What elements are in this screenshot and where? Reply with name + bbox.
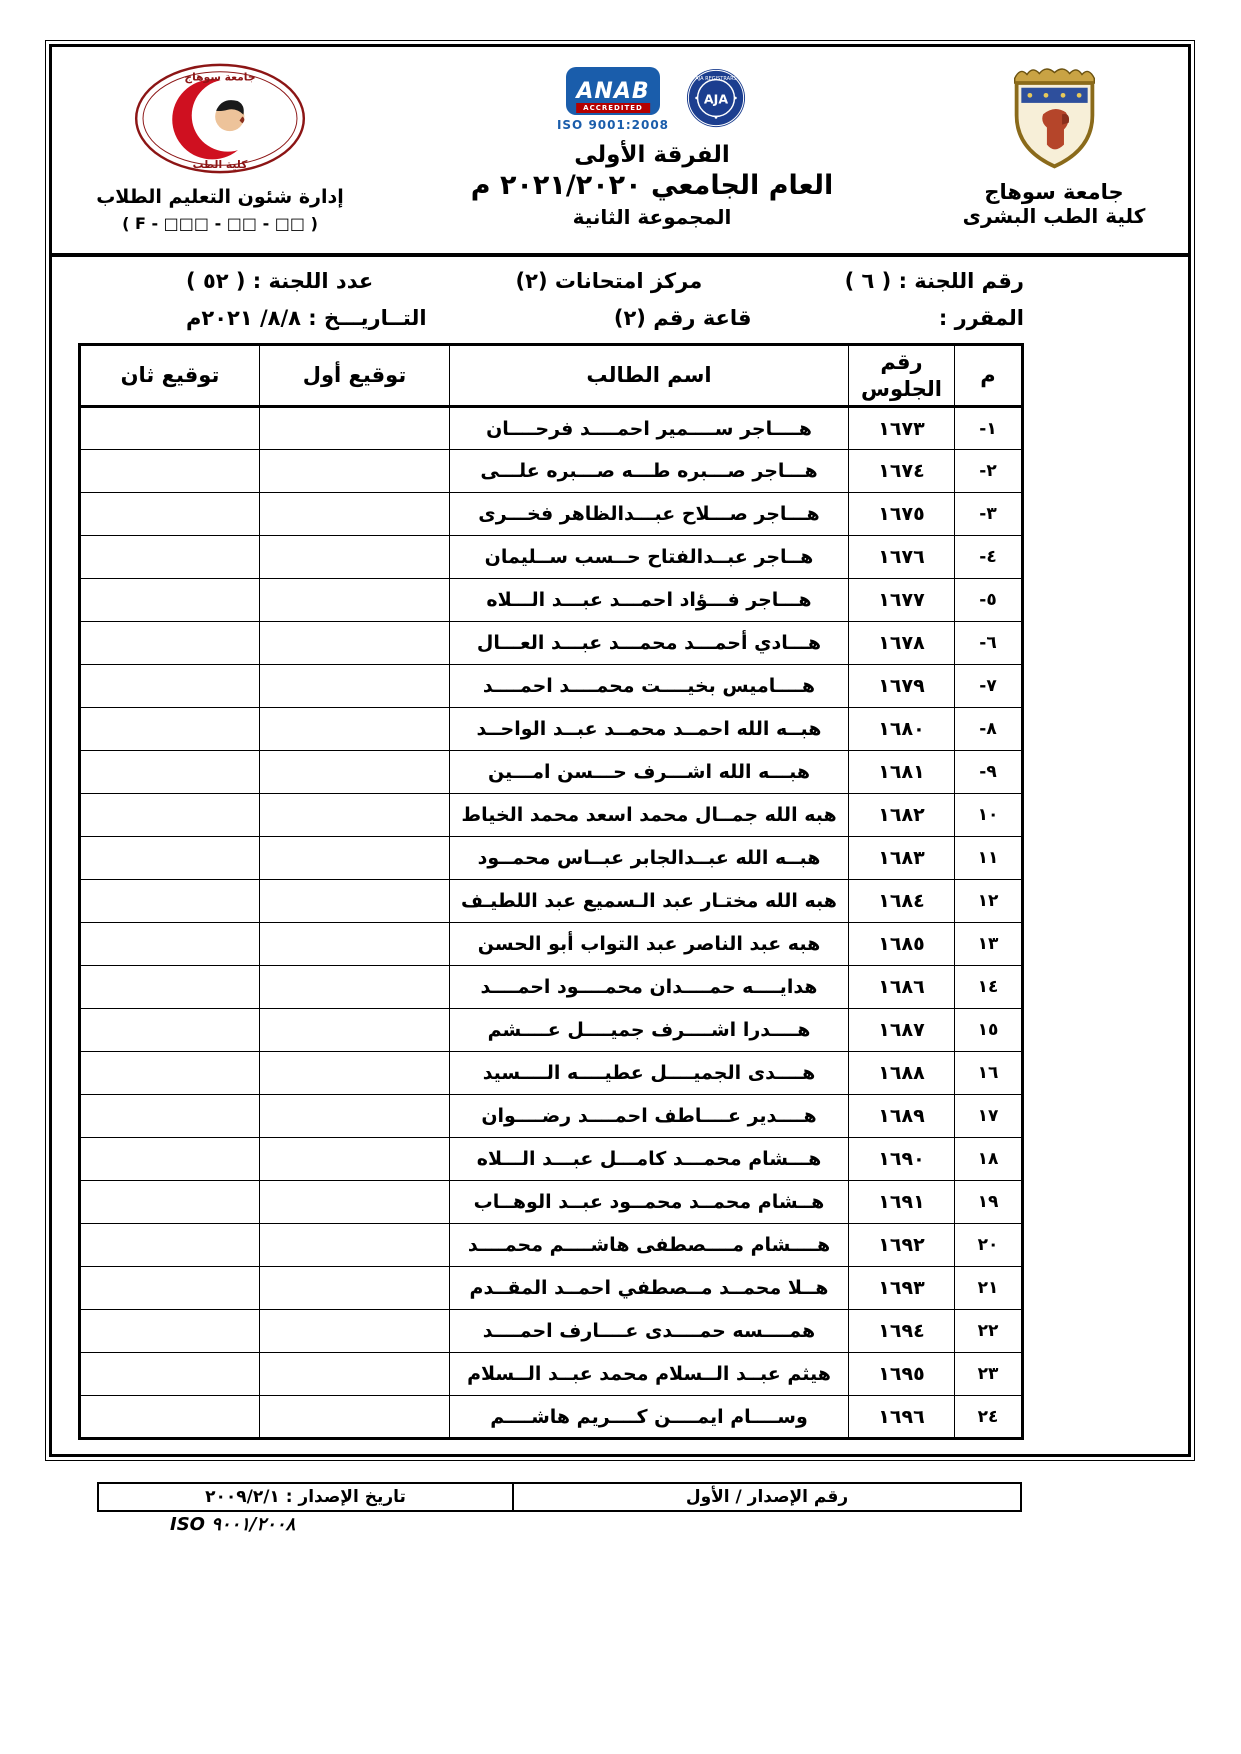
second-signature-cell	[80, 1267, 260, 1310]
second-signature-cell	[80, 450, 260, 493]
row-number-cell: ٩-	[955, 751, 1023, 794]
second-signature-cell	[80, 1138, 260, 1181]
first-signature-cell	[260, 1310, 450, 1353]
course-label: المقرر :	[938, 306, 1024, 330]
faculty-name: كلية الطب البشرى	[962, 204, 1146, 228]
student-row	[80, 794, 1023, 837]
certification-logos	[370, 67, 934, 132]
row-number-cell: ١٦	[955, 1052, 1023, 1095]
student-name-cell: هبه عبد الناصر عبد التواب أبو الحسن	[450, 923, 849, 966]
administration-name: إدارة شئون التعليم الطلاب	[96, 186, 344, 208]
student-row	[80, 665, 1023, 708]
first-signature-cell	[260, 1095, 450, 1138]
students-table-body	[80, 407, 1023, 1439]
university-header-block	[934, 61, 1174, 228]
student-name-cell: هبــه الله عبــدالجابر عبــاس محمــود	[450, 837, 849, 880]
exam-info-section	[81, 257, 1024, 330]
first-signature-cell	[260, 1353, 450, 1396]
student-name-cell: هــــاميس بخيــــت محمــــد احمــــد	[450, 665, 849, 708]
student-row	[80, 1353, 1023, 1396]
student-name-cell: هـــشام محمـــد كامـــل عبـــد الـــلاه	[450, 1138, 849, 1181]
seat-number-cell: ١٦٧٩	[849, 665, 955, 708]
student-row	[80, 880, 1023, 923]
col-header-student-name: اسم الطالب	[450, 345, 849, 407]
first-signature-cell	[260, 794, 450, 837]
student-name-cell: هيثم عبــد الــسلام محمد عبــد الــسلام	[450, 1353, 849, 1396]
second-signature-cell	[80, 1396, 260, 1439]
anab-label: ANAB	[576, 78, 650, 104]
second-signature-cell	[80, 966, 260, 1009]
issue-number-cell: رقم الإصدار / الأول	[512, 1482, 1022, 1512]
aja-label: AJA	[703, 91, 729, 107]
second-signature-cell	[80, 1095, 260, 1138]
second-signature-cell	[80, 622, 260, 665]
student-name-cell: هــشام محمــد محمــود عبــد الوهــاب	[450, 1181, 849, 1224]
student-row	[80, 1095, 1023, 1138]
student-name-cell: هبـــه الله اشـــرف حـــسن امـــين	[450, 751, 849, 794]
anab-accredited-ribbon: ACCREDITED	[576, 103, 650, 113]
first-signature-cell	[260, 1396, 450, 1439]
student-row	[80, 1052, 1023, 1095]
page-header	[52, 57, 1188, 253]
aja-ring-text: AJA REGISTRARS	[695, 76, 737, 83]
row-number-cell: ١٣	[955, 923, 1023, 966]
second-signature-cell	[80, 751, 260, 794]
first-signature-cell	[260, 923, 450, 966]
row-number-cell: ١-	[955, 407, 1023, 450]
student-row	[80, 1396, 1023, 1439]
exam-center: مركز امتحانات (٢)	[515, 269, 703, 293]
iso-certification-line: ISO ٩٠٠١/٢٠٠٨	[170, 1514, 296, 1535]
row-number-cell: ٤-	[955, 536, 1023, 579]
seat-number-cell: ١٦٧٧	[849, 579, 955, 622]
second-signature-cell	[80, 1009, 260, 1052]
seat-number-cell: ١٦٨٧	[849, 1009, 955, 1052]
second-signature-cell	[80, 1224, 260, 1267]
row-number-cell: ١٩	[955, 1181, 1023, 1224]
seat-number-cell: ١٦٩٠	[849, 1138, 955, 1181]
seat-number-cell: ١٦٧٨	[849, 622, 955, 665]
hall-number: قاعة رقم (٢)	[613, 306, 752, 330]
col-header-second-signature: توقيع ثان	[80, 345, 260, 407]
academic-year-title: العام الجامعي ٢٠٢١/٢٠٢٠ م	[470, 170, 834, 201]
second-signature-cell	[80, 536, 260, 579]
anab-iso-label: ISO 9001:2008	[556, 118, 670, 132]
header-center-block	[370, 61, 934, 229]
group-title: المجموعة الثانية	[572, 205, 732, 229]
info-row-2	[81, 306, 1024, 330]
seat-number-cell: ١٦٩١	[849, 1181, 955, 1224]
student-row	[80, 493, 1023, 536]
first-signature-cell	[260, 665, 450, 708]
seat-number-cell: ١٦٨٤	[849, 880, 955, 923]
student-row	[80, 536, 1023, 579]
row-number-cell: ٧-	[955, 665, 1023, 708]
seat-number-cell: ١٦٧٦	[849, 536, 955, 579]
seat-number-cell: ١٦٩٣	[849, 1267, 955, 1310]
seat-number-cell: ١٦٨٩	[849, 1095, 955, 1138]
row-number-cell: ٢٠	[955, 1224, 1023, 1267]
exam-date: التــاريـــخ : ٨/٨/ ٢٠٢١م	[186, 306, 427, 330]
row-number-cell: ١٥	[955, 1009, 1023, 1052]
student-name-cell: هبه الله جمــال محمد اسعد محمد الخياط	[450, 794, 849, 837]
content-column	[81, 257, 1024, 1440]
first-signature-cell	[260, 450, 450, 493]
row-number-cell: ١٤	[955, 966, 1023, 1009]
student-row	[80, 1181, 1023, 1224]
anab-badge	[566, 67, 660, 115]
second-signature-cell	[80, 837, 260, 880]
student-name-cell: هــــدير عــــاطف احمــــد رضــــوان	[450, 1095, 849, 1138]
first-signature-cell	[260, 1267, 450, 1310]
seat-number-cell: ١٦٨٣	[849, 837, 955, 880]
student-row	[80, 407, 1023, 450]
first-signature-cell	[260, 1181, 450, 1224]
row-number-cell: ٢٣	[955, 1353, 1023, 1396]
student-name-cell: هــــدى الجميــــل عطيــــه الــــسيد	[450, 1052, 849, 1095]
main-border-box	[45, 40, 1195, 1461]
student-row	[80, 708, 1023, 751]
row-number-cell: ١٢	[955, 880, 1023, 923]
student-name-cell: هــــاجر ســــمير احمــــد فرحــــان	[450, 407, 849, 450]
first-signature-cell	[260, 966, 450, 1009]
seat-number-cell: ١٦٨١	[849, 751, 955, 794]
seat-number-cell: ١٦٨٢	[849, 794, 955, 837]
second-signature-cell	[80, 923, 260, 966]
main-border-inner	[49, 44, 1191, 1457]
student-row	[80, 923, 1023, 966]
committee-number: رقم اللجنة : ( ٦ )	[844, 269, 1024, 293]
student-row	[80, 1310, 1023, 1353]
first-signature-cell	[260, 622, 450, 665]
seat-number-cell: ١٦٨٨	[849, 1052, 955, 1095]
seat-number-cell: ١٦٧٣	[849, 407, 955, 450]
second-signature-cell	[80, 794, 260, 837]
student-row	[80, 751, 1023, 794]
first-signature-cell	[260, 1009, 450, 1052]
student-name-cell: وســــام ايمــــن كــــريم هاشــــم	[450, 1396, 849, 1439]
student-row	[80, 1009, 1023, 1052]
student-name-cell: هـــادي أحمـــد محمـــد عبـــد العـــال	[450, 622, 849, 665]
row-number-cell: ٢٢	[955, 1310, 1023, 1353]
first-signature-cell	[260, 1224, 450, 1267]
row-number-cell: ٥-	[955, 579, 1023, 622]
second-signature-cell	[80, 665, 260, 708]
aja-registrars-logo	[685, 67, 747, 129]
student-name-cell: هـــاجر صـــلاح عبـــدالظاهر فخـــرى	[450, 493, 849, 536]
student-row	[80, 966, 1023, 1009]
issue-date-cell: تاريخ الإصدار : ٢٠٠٩/٢/١	[97, 1482, 514, 1512]
row-number-cell: ١٧	[955, 1095, 1023, 1138]
first-signature-cell	[260, 407, 450, 450]
student-row	[80, 1267, 1023, 1310]
student-name-cell: همــــسه حمــــدى عــــارف احمــــد	[450, 1310, 849, 1353]
row-number-cell: ٦-	[955, 622, 1023, 665]
table-header-row	[80, 345, 1023, 407]
student-row	[80, 450, 1023, 493]
university-name: جامعة سوهاج	[984, 180, 1124, 204]
second-signature-cell	[80, 1181, 260, 1224]
second-signature-cell	[80, 880, 260, 923]
administration-header-block	[70, 61, 370, 233]
row-number-cell: ٢٤	[955, 1396, 1023, 1439]
seat-number-cell: ١٦٨٦	[849, 966, 955, 1009]
second-signature-cell	[80, 1052, 260, 1095]
col-header-number: م	[955, 345, 1023, 407]
student-name-cell: هــاجر عبــدالفتاح حــسب ســليمان	[450, 536, 849, 579]
student-name-cell: هــــشام مــــصطفى هاشــــم محمــــد	[450, 1224, 849, 1267]
seat-number-cell: ١٦٨٠	[849, 708, 955, 751]
row-number-cell: ١٠	[955, 794, 1023, 837]
second-signature-cell	[80, 579, 260, 622]
seat-number-cell: ١٦٨٥	[849, 923, 955, 966]
student-name-cell: هـــاجر صـــبره طـــه صـــبره علـــى	[450, 450, 849, 493]
student-row	[80, 1138, 1023, 1181]
first-signature-cell	[260, 493, 450, 536]
seat-number-cell: ١٦٧٤	[849, 450, 955, 493]
first-signature-cell	[260, 579, 450, 622]
university-shield-logo	[1007, 65, 1102, 173]
student-name-cell: هبــه الله احمــد محمــد عبــد الواحــد	[450, 708, 849, 751]
second-signature-cell	[80, 1353, 260, 1396]
anab-logo	[557, 67, 669, 132]
student-name-cell: هــــدرا اشــــرف جميــــل عــــشم	[450, 1009, 849, 1052]
footer-bar	[97, 1482, 1022, 1512]
second-signature-cell	[80, 493, 260, 536]
grade-title: الفرقة الأولى	[574, 142, 730, 168]
seat-number-cell: ١٦٩٢	[849, 1224, 955, 1267]
row-number-cell: ١١	[955, 837, 1023, 880]
first-signature-cell	[260, 1138, 450, 1181]
info-row-1	[81, 269, 1024, 293]
second-signature-cell	[80, 1310, 260, 1353]
row-number-cell: ٢-	[955, 450, 1023, 493]
committee-count: عدد اللجنة : ( ٥٢ )	[186, 269, 374, 293]
student-name-cell: هدايــــه حمــــدان محمــــود احمــــد	[450, 966, 849, 1009]
first-signature-cell	[260, 536, 450, 579]
crescent-logo-bottom-text: كلية الطب	[192, 158, 248, 172]
first-signature-cell	[260, 880, 450, 923]
col-header-first-signature: توقيع أول	[260, 345, 450, 407]
students-table	[78, 343, 1024, 1440]
crescent-logo-top-text: جامعة سوهاج	[184, 70, 256, 84]
form-code: ( F - □□□ - □□ - □□ )	[122, 214, 318, 233]
seat-number-cell: ١٦٩٥	[849, 1353, 955, 1396]
student-row	[80, 579, 1023, 622]
faculty-crescent-logo	[132, 61, 308, 176]
seat-number-cell: ١٦٩٦	[849, 1396, 955, 1439]
student-row	[80, 622, 1023, 665]
row-number-cell: ٣-	[955, 493, 1023, 536]
first-signature-cell	[260, 1052, 450, 1095]
second-signature-cell	[80, 407, 260, 450]
first-signature-cell	[260, 751, 450, 794]
second-signature-cell	[80, 708, 260, 751]
student-row	[80, 837, 1023, 880]
student-name-cell: هبه الله مختـار عبد الـسميع عبد اللطيـف	[450, 880, 849, 923]
row-number-cell: ٢١	[955, 1267, 1023, 1310]
col-header-seat-number: رقم الجلوس	[849, 345, 955, 407]
first-signature-cell	[260, 708, 450, 751]
first-signature-cell	[260, 837, 450, 880]
row-number-cell: ١٨	[955, 1138, 1023, 1181]
row-number-cell: ٨-	[955, 708, 1023, 751]
seat-number-cell: ١٦٩٤	[849, 1310, 955, 1353]
student-row	[80, 1224, 1023, 1267]
seat-number-cell: ١٦٧٥	[849, 493, 955, 536]
student-name-cell: هـــاجر فـــؤاد احمـــد عبـــد الـــلاه	[450, 579, 849, 622]
student-name-cell: هــلا محمــد مــصطفي احمــد المقــدم	[450, 1267, 849, 1310]
